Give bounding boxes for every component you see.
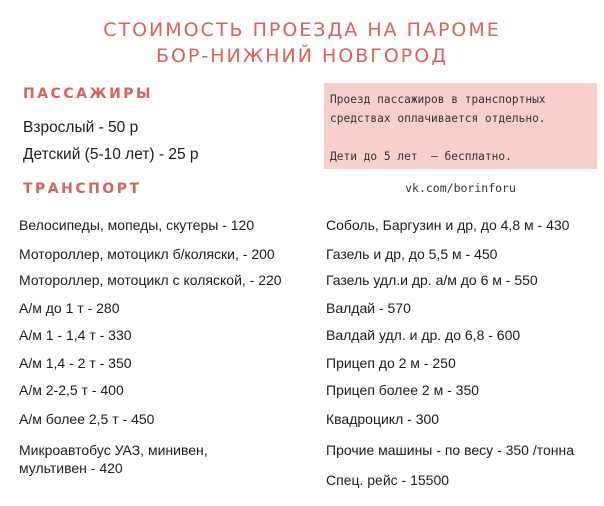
fare-item: Валдай удл. и др. до 6,8 - 600 — [326, 327, 521, 343]
note-line-2: средствах оплачивается отдельно. — [330, 112, 546, 125]
vk-link[interactable]: vk.com/borinforu — [405, 181, 516, 195]
page-subtitle: БОР-НИЖНИЙ НОВГОРОД — [155, 45, 449, 67]
fare-item: А/м 2-2,5 т - 400 — [19, 382, 124, 398]
fare-item: Газель удл.и др. а/м до 6 м - 550 — [326, 272, 538, 288]
page-title: СТОИМОСТЬ ПРОЕЗДА НА ПАРОМЕ — [103, 19, 501, 41]
fare-item: Велосипеды, мопеды, скутеры - 120 — [19, 217, 255, 233]
fare-item: Мотороллер, мотоцикл с коляской, - 220 — [19, 272, 282, 288]
child-fare: Детский (5-10 лет) - 25 р — [23, 146, 199, 163]
fare-item: Микроавтобус УАЗ, минивен, мультивен - 420 — [19, 442, 208, 476]
fare-item: А/м 1,4 - 2 т - 350 — [19, 355, 132, 371]
fare-item: Квадроцикл - 300 — [326, 411, 440, 427]
transport-heading: ТРАНСПОРТ — [23, 181, 142, 197]
fare-item: А/м 1 - 1,4 т - 330 — [19, 327, 132, 343]
fare-item: А/м до 1 т - 280 — [19, 300, 120, 316]
fare-item: Спец. рейс - 15500 — [326, 472, 450, 488]
adult-fare: Взрослый - 50 р — [23, 119, 139, 136]
fare-item: Мотороллер, мотоцикл б/коляски, - 200 — [19, 246, 275, 262]
passenger-note-box — [324, 83, 597, 169]
fare-item: Прицеп до 2 м - 250 — [326, 355, 456, 371]
fare-item: А/м более 2,5 т - 450 — [19, 411, 155, 427]
note-line-1: Проезд пассажиров в транспортных — [330, 93, 546, 106]
fare-item: Соболь, Баргузин и др, до 4,8 м - 430 — [326, 217, 570, 233]
fare-item: Прочие машины - по весу - 350 /тонна — [326, 442, 575, 458]
fare-item: Прицеп более 2 м - 350 — [326, 382, 480, 398]
note-line-3: Дети до 5 лет — бесплатно. — [330, 150, 512, 163]
passengers-heading: ПАССАЖИРЫ — [23, 86, 154, 102]
fare-item: Газель и др, до 5,5 м - 450 — [326, 246, 498, 262]
fare-item: Валдай - 570 — [326, 300, 411, 316]
